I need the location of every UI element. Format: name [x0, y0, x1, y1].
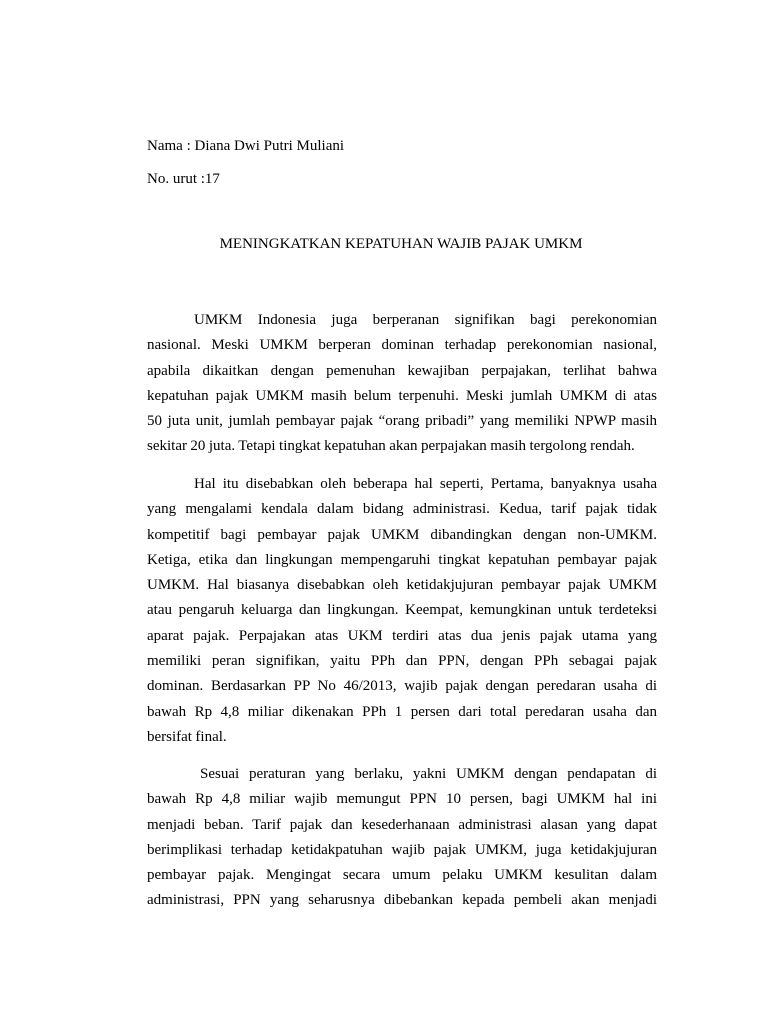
paragraph-2 — [147, 472, 657, 750]
paragraph-line: apabila dikaitkan dengan pemenuhan kewajiban perpajakan, terlihat bahwa — [147, 362, 657, 379]
paragraph-line: UMKM. Hal biasanya disebabkan oleh ketidakjujuran pembayar pajak UMKM — [147, 577, 657, 594]
paragraph-line: memiliki peran signifikan, yaitu PPh dan PPN, dengan PPh sebagai pajak — [147, 653, 657, 670]
paragraph-line: kompetitif bagi pembayar pajak UMKM dibandingkan dengan non-UMKM. — [147, 526, 657, 543]
paragraph-line: berimplikasi terhadap ketidakpatuhan wajib pajak UMKM, juga ketidakjujuran — [147, 841, 657, 858]
paragraph-line: bawah Rp 4,8 miliar wajib memungut PPN 10 persen, bagi UMKM hal ini — [147, 791, 657, 808]
paragraph-line: aparat pajak. Perpajakan atas UKM terdiri atas dua jenis pajak utama yang — [147, 627, 657, 644]
paragraph-line: Sesuai peraturan yang berlaku, yakni UMKM dengan pendapatan di — [200, 766, 657, 782]
student-name: Nama : Diana Dwi Putri Muliani — [147, 138, 345, 154]
paragraph-line: yang mengalami kendala dalam bidang administrasi. Kedua, tarif pajak tidak — [147, 501, 657, 518]
paragraph-line: dominan. Berdasarkan PP No 46/2013, wajib pajak dengan peredaran usaha di — [147, 678, 657, 695]
paragraph-line: Hal itu disebabkan oleh beberapa hal seperti, Pertama, banyaknya usaha — [194, 476, 657, 492]
paragraph-1 — [147, 308, 657, 460]
paragraph-line: pembayar pajak. Mengingat secara umum pelaku UMKM kesulitan dalam — [147, 867, 657, 884]
paragraph-line: sekitar 20 juta. Tetapi tingkat kepatuhan akan perpajakan masih tergolong rendah. — [147, 438, 635, 455]
paragraph-line: kepatuhan pajak UMKM masih belum terpenuhi. Meski jumlah UMKM di atas — [147, 387, 657, 404]
paragraph-line: atau pengaruh keluarga dan lingkungan. Keempat, kemungkinan untuk terdeteksi — [147, 602, 657, 619]
paragraph-line: administrasi, PPN yang seharusnya dibebankan kepada pembeli akan menjadi — [147, 892, 657, 909]
paragraph-3 — [147, 762, 657, 914]
paragraph-line: bersifat final. — [147, 728, 227, 745]
document-title: MENINGKATKAN KEPATUHAN WAJIB PAJAK UMKM — [219, 236, 583, 252]
paragraph-line: 50 juta unit, jumlah pembayar pajak “orang pribadi” yang memiliki NPWP masih — [147, 413, 657, 430]
paragraph-line: Ketiga, etika dan lingkungan mempengaruhi tingkat kepatuhan pembayar pajak — [147, 551, 657, 568]
paragraph-line: menjadi beban. Tarif pajak dan kesederhanaan administrasi alasan yang dapat — [147, 816, 657, 833]
student-number: No. urut :17 — [147, 171, 220, 187]
paragraph-line: nasional. Meski UMKM berperan dominan terhadap perekonomian nasional, — [147, 337, 657, 354]
paragraph-line: bawah Rp 4,8 miliar dikenakan PPh 1 persen dari total peredaran usaha dan — [147, 703, 657, 720]
paragraph-line: UMKM Indonesia juga berperanan signifikan bagi perekonomian — [194, 312, 657, 328]
